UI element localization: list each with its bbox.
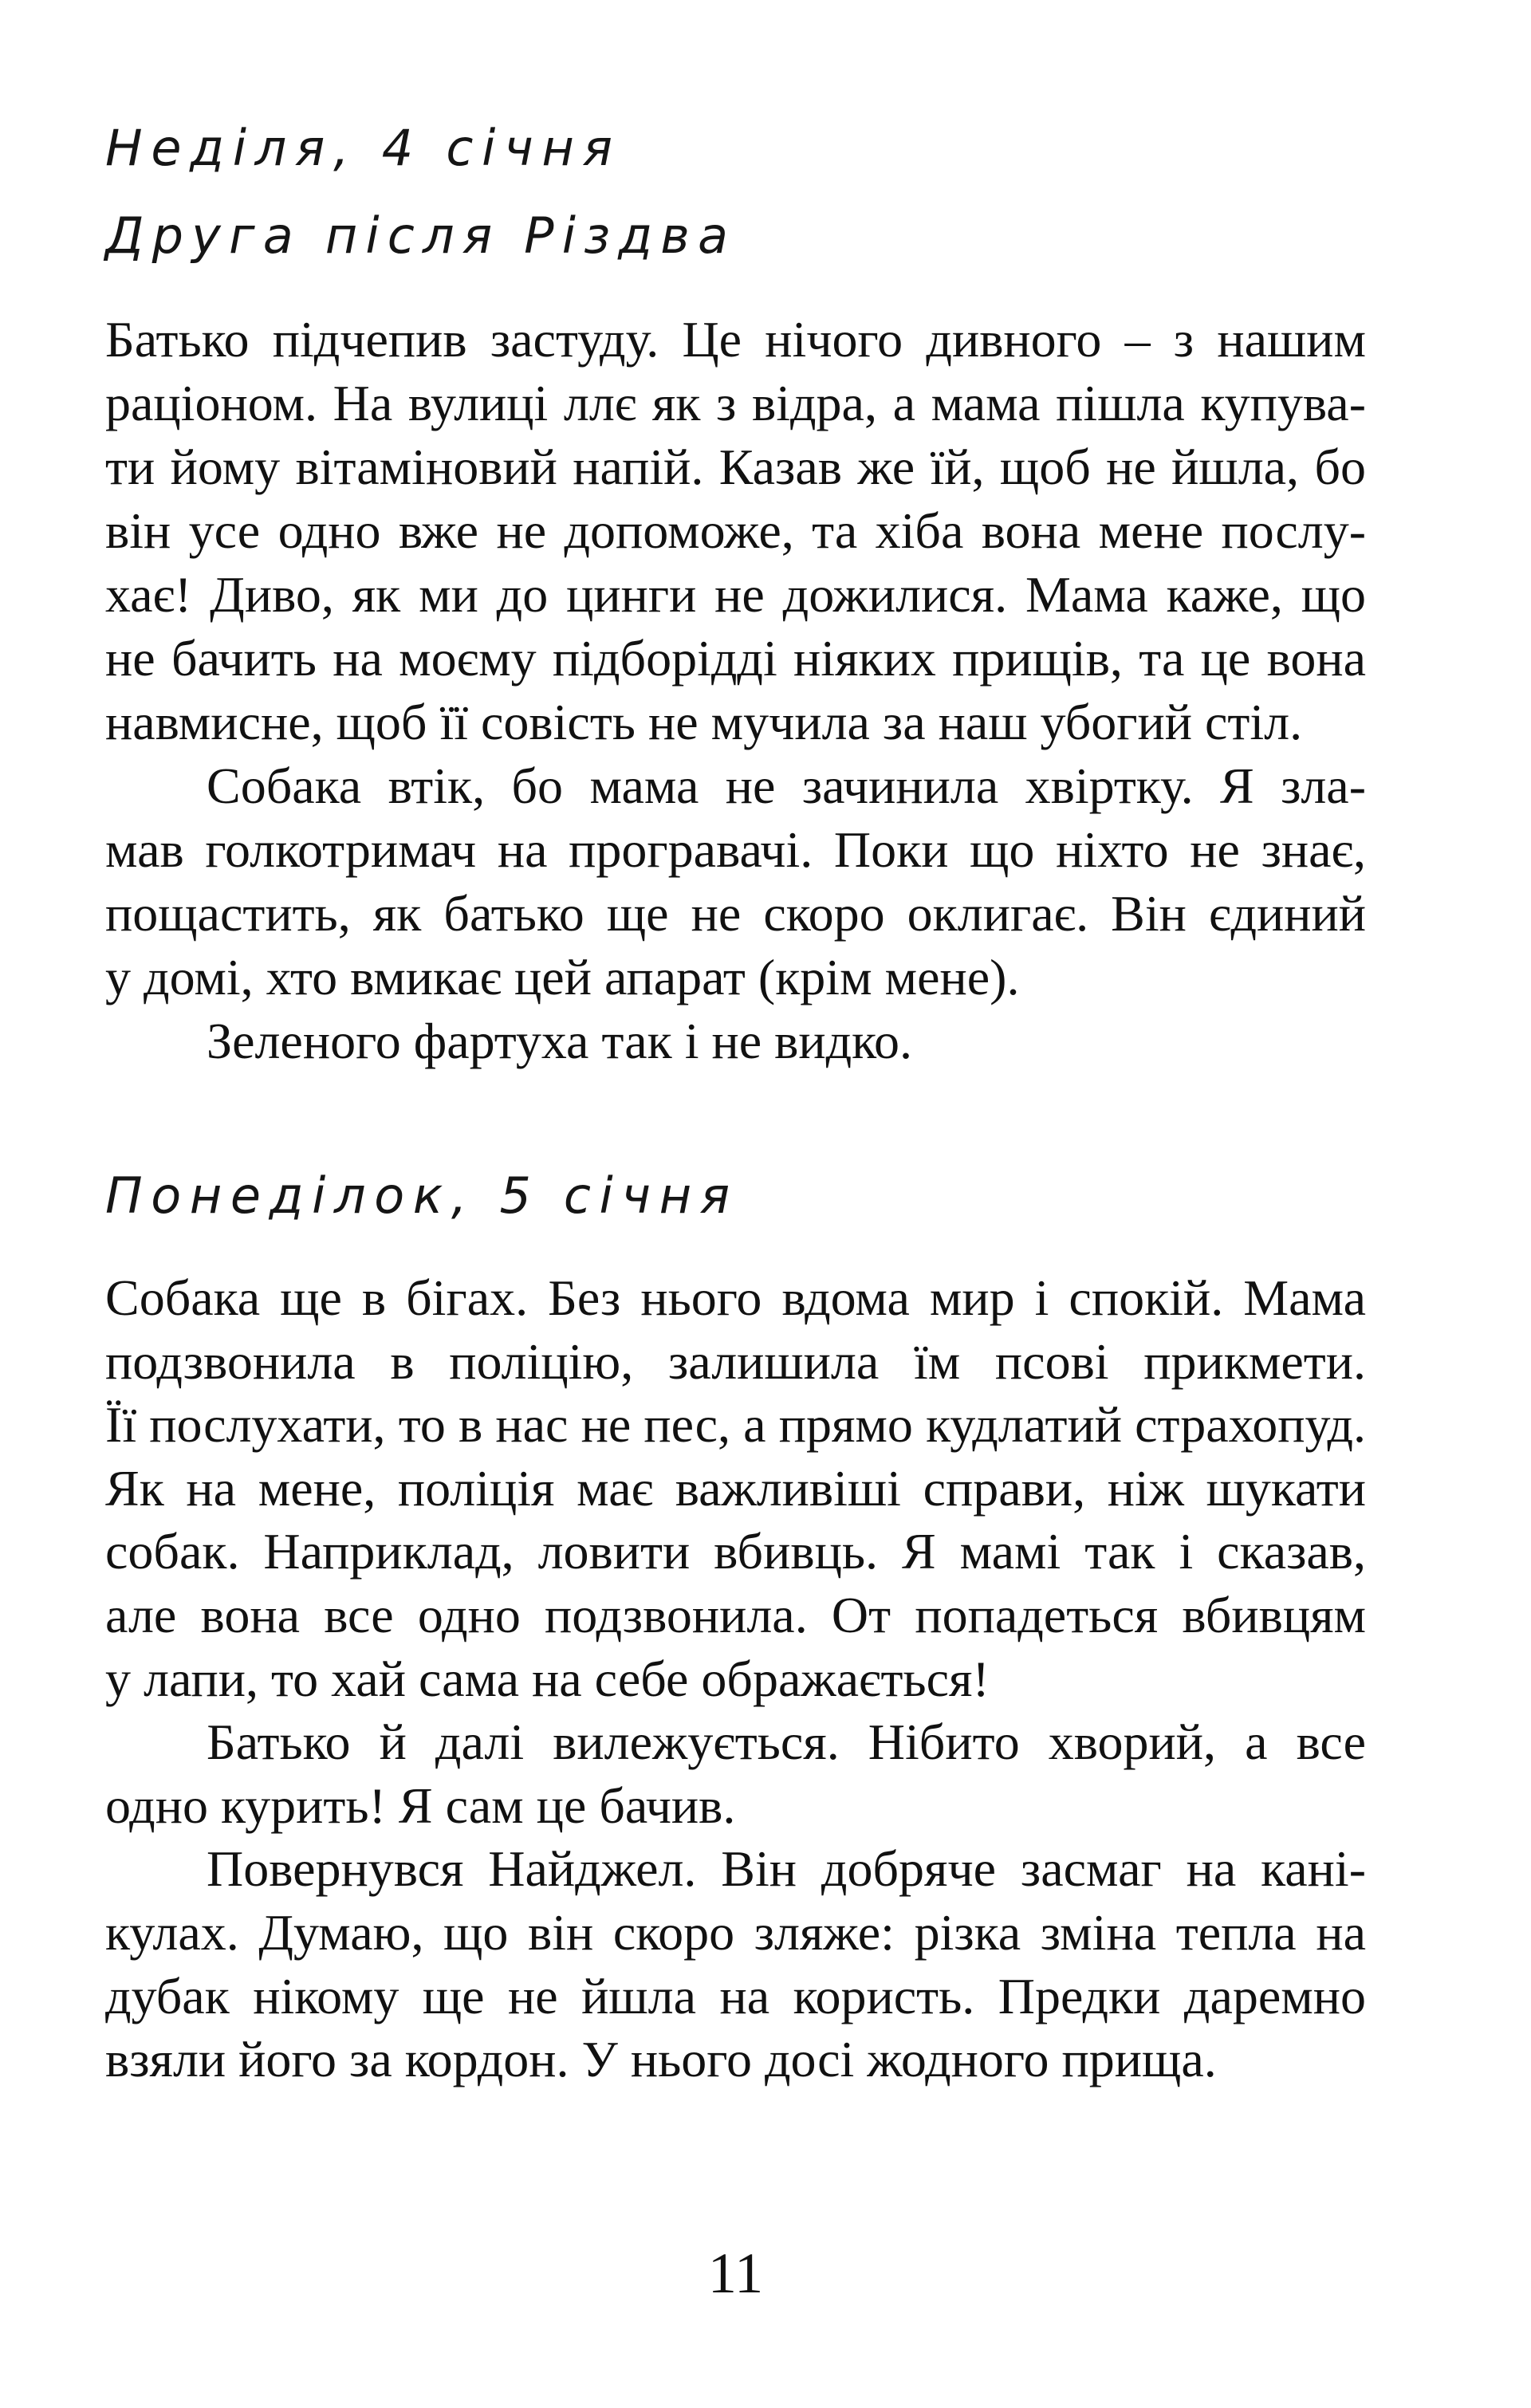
text-line: Її послухати, то в нас не пес, а прямо кудлатий страхопуд. bbox=[105, 1396, 1366, 1454]
text-line: взяли його за кордон. У нього досі жодного прища. bbox=[105, 2031, 1217, 2088]
page-number: 11 bbox=[707, 2241, 764, 2305]
diary-entry-body-monday bbox=[105, 1266, 1366, 2091]
text-line: але вона все одно подзвонила. От попадеться вбивцям bbox=[105, 1586, 1366, 1643]
text-line: Як на мене, поліція має важливіші справи, ніж шукати bbox=[105, 1459, 1366, 1517]
text-line: Собака втік, бо мама не зачинила хвіртку. Я зла- bbox=[207, 757, 1366, 814]
text-line: одно курить! Я сам це бачив. bbox=[105, 1776, 736, 1834]
diary-entry-subheading: Друга після Різдва bbox=[105, 207, 737, 265]
text-line: дубак нікому ще не йшла на користь. Предки даремно bbox=[105, 1967, 1366, 2024]
text-line: у лапи, то хай сама на себе ображається! bbox=[105, 1650, 990, 1707]
text-line: Собака ще в бігах. Без нього вдома мир і спокій. Мама bbox=[105, 1269, 1366, 1326]
text-line: він усе одно вже не допоможе, та хіба вона мене послу- bbox=[105, 502, 1366, 559]
text-line: Повернувся Найджел. Він добряче засмаг на кані- bbox=[207, 1840, 1366, 1898]
diary-entry-body-sunday bbox=[105, 308, 1366, 1073]
text-line: хає! Диво, як ми до цинги не дожилися. Мама каже, що bbox=[105, 566, 1366, 623]
text-line: мав голкотримач на програвачі. Поки що ніхто не знає, bbox=[105, 821, 1366, 878]
text-line: Батько й далі вилежується. Нібито хворий, а все bbox=[207, 1714, 1366, 1771]
text-line: кулах. Думаю, що він скоро зляже: різка зміна тепла на bbox=[105, 1903, 1366, 1961]
text-line: навмисне, щоб її совість не мучила за наш убогий стіл. bbox=[105, 694, 1303, 750]
text-line: подзвонила в поліцію, залишила їм псові прикмети. bbox=[105, 1332, 1366, 1390]
text-line: не бачить на моєму підборідді ніяких прищів, та це вона bbox=[105, 630, 1366, 687]
text-line: пощастить, як батько ще не скоро оклигає. Він єдиний bbox=[105, 885, 1366, 942]
text-line: Зеленого фартуха так і не видко. bbox=[207, 1013, 912, 1069]
diary-entry-heading-sunday: Неділя, 4 січня bbox=[105, 119, 621, 177]
text-line: Батько підчепив застуду. Це нічого дивного – з нашим bbox=[105, 311, 1366, 368]
text-line: собак. Наприклад, ловити вбивць. Я мамі так і сказав, bbox=[105, 1523, 1366, 1580]
diary-entry-heading-monday: Понеділок, 5 січня bbox=[105, 1167, 738, 1225]
text-line: ти йому вітаміновий напій. Казав же їй, щоб не йшла, бо bbox=[105, 439, 1366, 495]
text-line: раціоном. На вулиці ллє як з відра, а мама пішла купува- bbox=[105, 375, 1366, 431]
text-line: у домі, хто вмикає цей апарат (крім мене). bbox=[105, 949, 1020, 1005]
